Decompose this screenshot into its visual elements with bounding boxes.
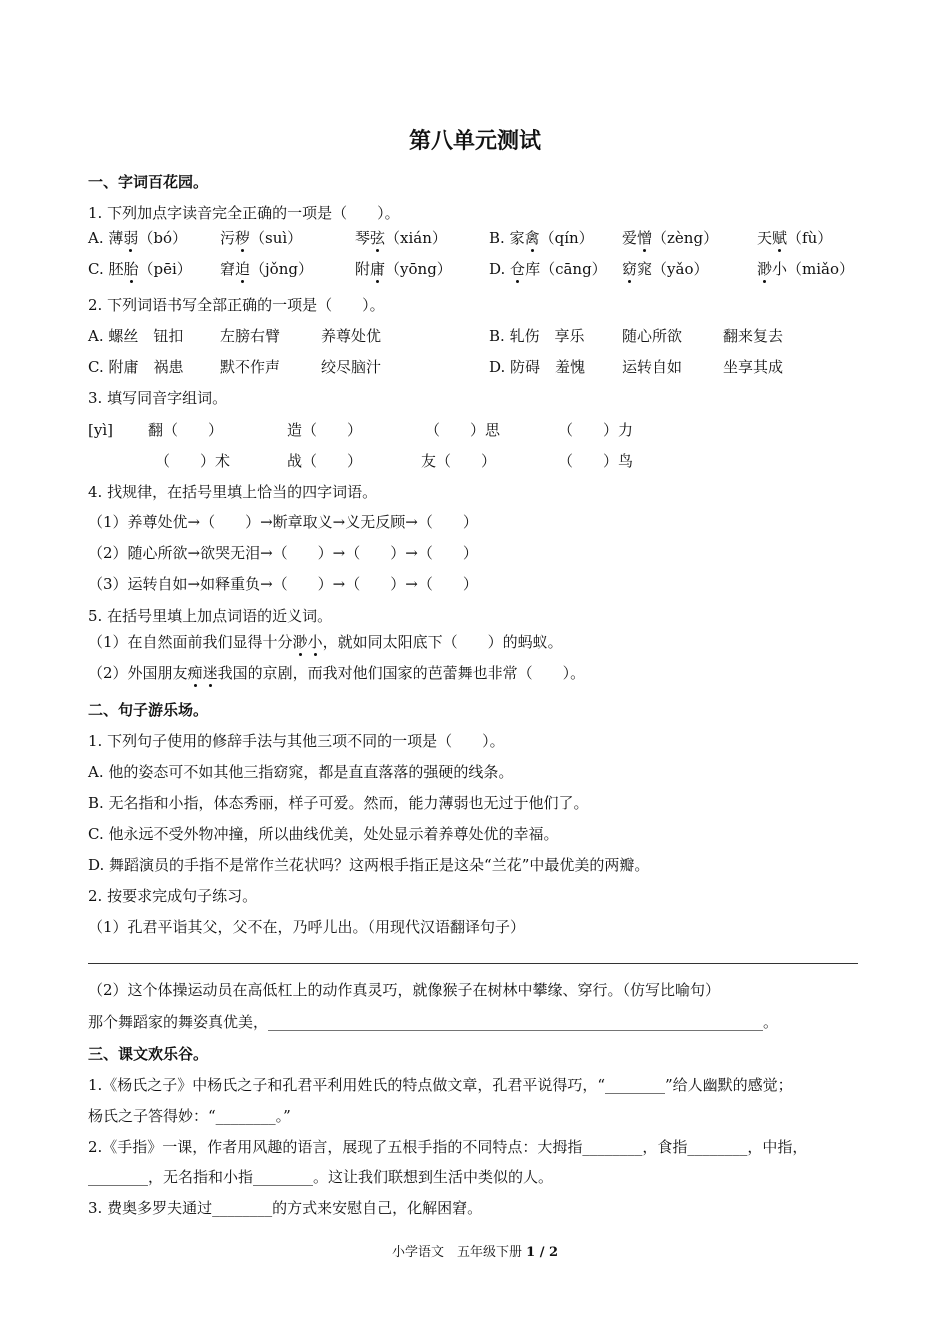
s2-q1-option-a: A. 他的姿态可不如其他三指窈窕，都是直直落落的强硬的线条。: [88, 763, 514, 781]
q2-option-c-word3: 绞尽脑汁: [321, 358, 382, 376]
q1-option-d3: 渺小（miǎo）: [757, 260, 855, 278]
s2-q1-option-b: B. 无名指和小指，体态秀丽，样子可爱。然而，能力薄弱也无过于他们了。: [88, 794, 589, 812]
q2-option-b-word3: 翻来复去: [723, 327, 784, 345]
q1-option-c3: 附庸（yōng）: [355, 260, 452, 278]
q4-line-2: （2）随心所欲→欲哭无泪→（ ）→（ ）→（ ）: [88, 544, 478, 562]
q2-option-a: A. 螺丝 钮扣: [88, 327, 184, 345]
q1-option-a2: 污秽（suì）: [220, 229, 303, 247]
q2-stem: 2. 下列词语书写全部正确的一项是（ ）。: [88, 296, 385, 314]
footer-label: 小学语文 五年级下册: [391, 1245, 527, 1260]
q2-option-d-word2: 运转自如: [622, 358, 683, 376]
q2-option-d-word3: 坐享其成: [723, 358, 784, 376]
s2-q1-option-d: D. 舞蹈演员的手指不是常作兰花状吗？这两根手指正是这朵“兰花”中最优美的两瓣。: [88, 856, 650, 874]
q3-pinyin: [yì]: [88, 421, 113, 439]
q2-option-a-word3: 养尊处优: [321, 327, 382, 345]
q1-option-b: B. 家禽（qín）: [489, 229, 594, 247]
q3-blank: （ ）术: [155, 452, 231, 470]
q4-stem: 4. 找规律，在括号里填上恰当的四字词语。: [88, 483, 378, 501]
page-title: 第八单元测试: [408, 128, 541, 154]
q1-option-b3: 天赋（fù）: [757, 229, 833, 247]
q1-option-a: A. 薄弱（bó）: [88, 229, 188, 247]
q1-option-a3: 琴弦（xián）: [355, 229, 447, 247]
s2-q2-part2-answer: 那个舞蹈家的舞姿真优美，__________________________________________________________________。: [88, 1013, 779, 1031]
q1-option-c2: 窘迫（jǒng）: [220, 260, 313, 278]
q2-option-c-word2: 默不作声: [220, 358, 281, 376]
q1-option-c: C. 胚胎（pēi）: [88, 260, 192, 278]
q2-option-c: C. 附庸 祸患: [88, 358, 184, 376]
q3-blank: （ ）鸟: [558, 452, 634, 470]
q3-stem: 3. 填写同音字组词。: [88, 389, 228, 407]
s3-q2-line-1: 2.《手指》一课，作者用风趣的语言，展现了五根手指的不同特点：大拇指________，食指________，中指，: [88, 1138, 808, 1156]
q2-option-b-word2: 随心所欲: [622, 327, 683, 345]
q5-line-2: （2）外国朋友痴迷我国的京剧，而我对他们国家的芭蕾舞也非常（ ）。: [88, 664, 586, 682]
q2-option-d: D. 防碍 羞愧: [489, 358, 586, 376]
s3-q2-line-2: ________，无名指和小指________。这让我们联想到生活中类似的人。: [88, 1168, 554, 1186]
q1-option-b2: 爱憎（zèng）: [622, 229, 719, 247]
q3-blank: 翻（ ）: [148, 421, 224, 439]
section-heading-1: 一、字词百花园。: [88, 173, 209, 191]
q4-line-3: （3）运转自如→如释重负→（ ）→（ ）→（ ）: [88, 575, 478, 593]
q3-blank: （ ）思: [425, 421, 501, 439]
s2-q2-stem: 2. 按要求完成句子练习。: [88, 887, 258, 905]
s2-q2-part1: （1）孔君平诣其父，父不在，乃呼儿出。（用现代汉语翻译句子）: [88, 918, 526, 936]
q3-blank: 友（ ）: [421, 452, 497, 470]
section-heading-2: 二、句子游乐场。: [88, 701, 209, 719]
s2-q2-part2: （2）这个体操运动员在高低杠上的动作真灵巧，就像猴子在树林中攀缘、穿行。（仿写比喻句）: [88, 981, 721, 999]
q1-option-d2: 窈窕（yǎo）: [622, 260, 709, 278]
q2-option-b: B. 轧伤 享乐: [489, 327, 585, 345]
q3-blank: （ ）力: [558, 421, 634, 439]
page-footer: [0, 1244, 950, 1262]
q1-option-d: D. 仓库（cāng）: [489, 260, 607, 278]
section-heading-3: 三、课文欢乐谷。: [88, 1045, 209, 1063]
answer-line: [88, 963, 858, 964]
s2-q1-option-c: C. 他永远不受外物冲撞，所以曲线优美，处处显示着养尊处优的幸福。: [88, 825, 559, 843]
page-number: 1 / 2: [526, 1245, 559, 1260]
s3-q3: 3. 费奥多罗夫通过________的方式来安慰自己，化解困窘。: [88, 1199, 483, 1217]
s3-q1-line-2: 杨氏之子答得妙：“________。”: [88, 1107, 291, 1125]
s2-q1-stem: 1. 下列句子使用的修辞手法与其他三项不同的一项是（ ）。: [88, 732, 505, 750]
q5-line-1: （1）在自然面前我们显得十分渺小，就如同太阳底下（ ）的蚂蚁。: [88, 633, 563, 651]
s3-q1-line-1: 1.《杨氏之子》中杨氏之子和孔君平利用姓氏的特点做文章，孔君平说得巧，“________”给人幽默的感觉；: [88, 1076, 793, 1094]
q4-line-1: （1）养尊处优→（ ）→断章取义→义无反顾→（ ）: [88, 513, 478, 531]
q3-blank: 造（ ）: [287, 421, 363, 439]
q1-stem: 1. 下列加点字读音完全正确的一项是（ ）。: [88, 204, 400, 222]
q5-stem: 5. 在括号里填上加点词语的近义词。: [88, 607, 333, 625]
q2-option-a-word2: 左膀右臂: [220, 327, 281, 345]
q3-blank: 战（ ）: [287, 452, 363, 470]
